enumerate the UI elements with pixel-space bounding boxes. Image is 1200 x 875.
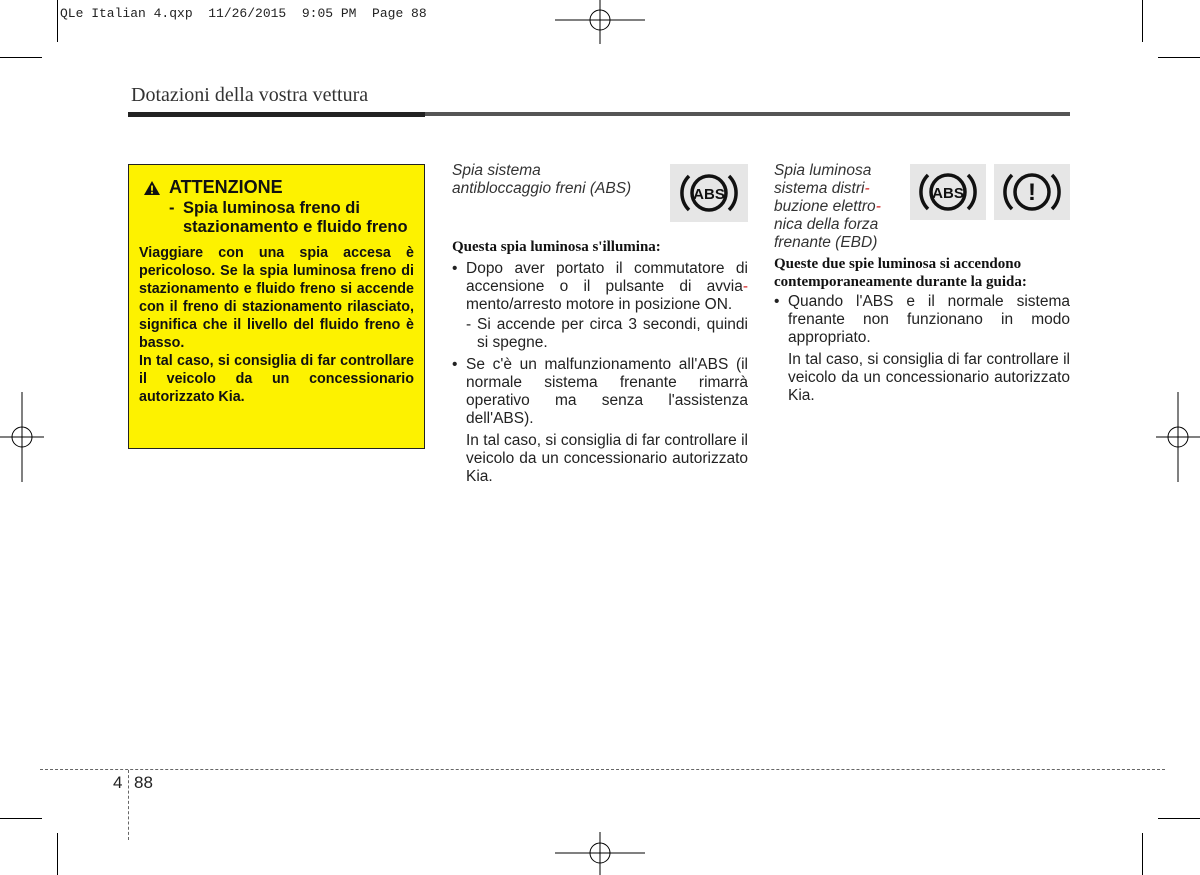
abs-heading-line-2: antibloccaggio freni (ABS) (452, 180, 632, 197)
abs-warning-icon (677, 168, 741, 218)
abs-lead: Questa spia luminosa s'illumina: (452, 239, 661, 255)
warning-subtitle-dash: - (169, 199, 175, 217)
abs-warning-icon (916, 167, 980, 217)
abs-sub-1-text: Si accende per circa 3 secondi, quindi si spegne. (477, 316, 748, 351)
ebd-abs-icon-box (910, 164, 986, 220)
print-slug: QLe Italian 4.qxp 11/26/2015 9:05 PM Page 88 (60, 6, 427, 21)
brake-icon-label: ! (1028, 179, 1036, 206)
brake-warning-icon (1000, 167, 1064, 217)
crop-mark (57, 0, 58, 42)
warning-paragraph-1: Viaggiare con una spia accesa è pericoloso. Se la spia luminosa freno di stazionamento e fluido freno si accende con il freno di stazionamento rilasciato, significa che il livello del fluido freno è basso. (139, 245, 414, 351)
ebd-heading-line-1: Spia luminosa (774, 162, 872, 179)
abs-section (452, 162, 748, 486)
abs-bullet-2-text: Se c'è un malfunzionamento all'ABS (il normale sistema frenante rimarrà operativo ma senza l'assistenza dell'ABS). (466, 356, 748, 427)
chapter-number: 4 (113, 773, 123, 792)
ebd-heading-line-3: buzione elettro- (774, 198, 881, 215)
ebd-bullet-1-followup: In tal caso, si consiglia di far controllare il veicolo da un concessionario autorizzato Kia. (788, 351, 1070, 404)
sub-mark: - (466, 316, 472, 333)
registration-mark-bottom (555, 832, 645, 875)
abs-bullet-2 (452, 356, 748, 428)
abs-sub-1 (466, 316, 748, 352)
bullet-mark: • (774, 293, 780, 310)
ebd-heading-line-2: sistema distri- (774, 180, 870, 197)
registration-mark-left (0, 392, 44, 482)
footer-rule (40, 769, 1165, 770)
ebd-lead: Queste due spie luminosa si accendono contemporaneamente durante la guida: (774, 256, 1027, 290)
ebd-bullet-1-text: Quando l'ABS e il normale sistema frenante non funzionano in modo appropriato. (788, 293, 1070, 346)
crop-mark (0, 818, 42, 819)
ebd-brake-icon-box (994, 164, 1070, 220)
crop-mark (1142, 0, 1143, 42)
bullet-mark: • (452, 260, 458, 277)
ebd-heading-line-4: nica della forza (774, 216, 879, 233)
crop-mark (57, 833, 58, 875)
section-title: Dotazioni della vostra vettura (131, 84, 369, 106)
ebd-section (774, 162, 1070, 405)
registration-mark-top (555, 0, 645, 44)
abs-heading-line-1: Spia sistema (452, 162, 541, 179)
ebd-heading-line-5: frenante (EBD) (774, 234, 878, 251)
page-number: 88 (134, 773, 153, 792)
registration-mark-right (1156, 392, 1200, 482)
warning-title: ATTENZIONE (169, 177, 283, 197)
ebd-abs-icon-label: ABS (932, 185, 964, 202)
bullet-mark: • (452, 356, 458, 373)
warning-box (128, 164, 425, 449)
warning-subtitle (169, 199, 414, 237)
warning-paragraph-2: In tal caso, si consiglia di far controllare il veicolo da un concessionario autorizzato Kia. (139, 353, 414, 405)
crop-mark (0, 57, 42, 58)
footer-vertical-rule (128, 770, 129, 840)
header-rule-accent (128, 112, 425, 117)
warning-triangle-icon (143, 180, 161, 196)
abs-icon-label: ABS (693, 186, 725, 203)
warning-header (143, 177, 414, 198)
abs-bullet-2-followup: In tal caso, si consiglia di far controllare il veicolo da un concessionario autorizzato Kia. (466, 432, 748, 485)
abs-bullet-1 (452, 260, 748, 314)
ebd-bullet-1 (774, 293, 1070, 347)
crop-mark (1142, 833, 1143, 875)
abs-icon-box (670, 164, 748, 222)
warning-subtitle-text: Spia luminosa freno di stazionamento e fluido freno (183, 199, 408, 236)
abs-bullet-1-text: Dopo aver portato il commutatore di accensione o il pulsante di avvia-mento/arresto motore in posizione ON. (466, 260, 748, 313)
crop-mark (1158, 818, 1200, 819)
crop-mark (1158, 57, 1200, 58)
